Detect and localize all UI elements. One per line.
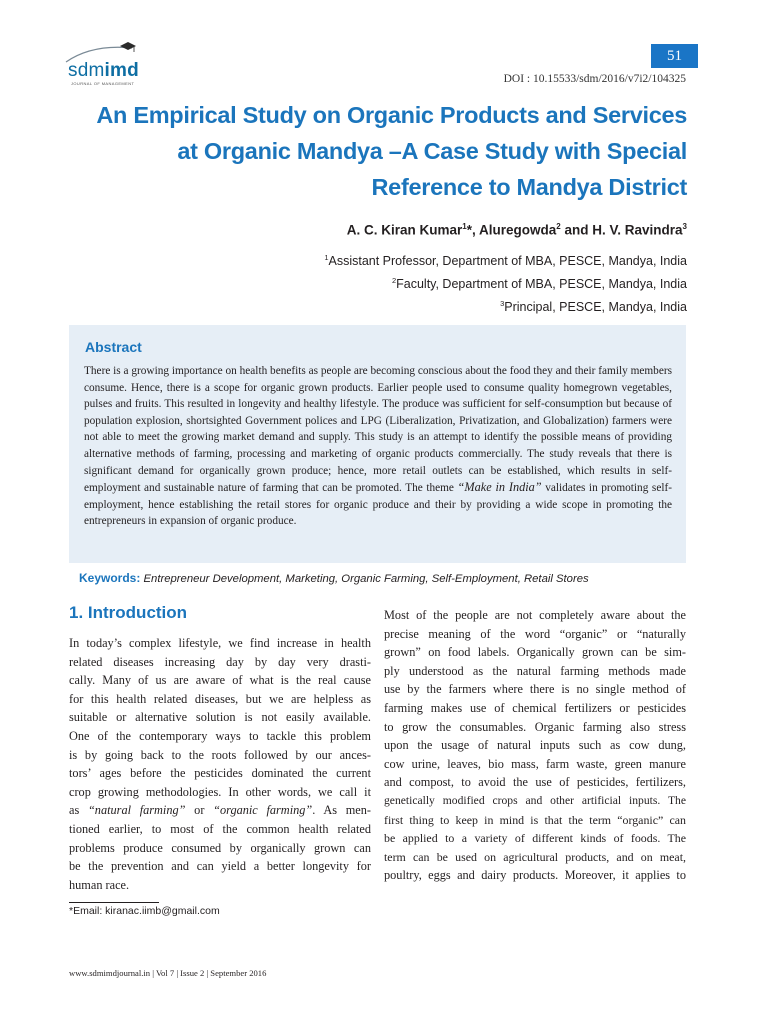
text-line: cally. Many of us are aware of what is the real cause: [69, 673, 371, 688]
affil-text: Assistant Professor, Department of MBA, PESCE, Mandya, India: [328, 254, 687, 269]
author-separator: and: [560, 222, 593, 238]
text-line: ply understood as the natural farming methods made: [384, 663, 686, 678]
text-line: and compost, to avoid the use of pesticides, fertilizers,: [384, 775, 686, 790]
emphasis-natural-farming: “natural farming”: [87, 803, 186, 818]
doi[interactable]: DOI : 10.15533/sdm/2016/v7i2/104325: [503, 73, 686, 85]
emphasis-organic-farming: “organic farming”: [213, 803, 313, 818]
keywords: [79, 571, 589, 585]
text-line: Most of the people are not completely aware about the: [384, 608, 686, 622]
title-line: Reference to Mandya District: [371, 174, 687, 200]
logo-text-light: sdm: [68, 60, 105, 81]
text-line: tors’ ages before the pesticides dominated the current: [69, 766, 371, 781]
author-affil-mark: 3: [682, 222, 687, 231]
text-line: cow urine, leaves, bio mass, farm waste, green manure: [384, 756, 686, 771]
text-fragment: or: [185, 803, 214, 818]
text-line: genetically modified crops and other artificial inputs. The: [384, 793, 686, 807]
affiliation: [324, 248, 687, 271]
author-affil-mark: 2: [556, 222, 561, 231]
text-line: problems produce consumed by organically grown can: [69, 840, 371, 855]
text-line: to grow the consumables. Organic farming also stress: [384, 719, 686, 734]
text-line: [69, 801, 371, 820]
abstract-box: [69, 325, 686, 563]
keywords-value: Entrepreneur Development, Marketing, Organic Farming, Self-Employment, Retail Stores: [143, 573, 589, 585]
affil-number: 3: [500, 299, 505, 309]
affiliation: [324, 271, 687, 294]
text-line: precise meaning of the word “organic” or “naturally: [384, 626, 686, 641]
logo-subtitle: JOURNAL OF MANAGEMENT: [71, 81, 135, 86]
text-fragment: . As men-: [312, 803, 371, 818]
author-list: [347, 222, 687, 238]
title-line: An Empirical Study on Organic Products and Services: [96, 102, 687, 128]
author-name: Aluregowda: [479, 222, 557, 238]
text-line: tioned earlier, to most of the common health related: [69, 821, 371, 836]
left-column: [69, 634, 371, 894]
text-line: poultry, eggs and dairy products. Moreover, it applies to: [384, 868, 686, 883]
affil-text: Faculty, Department of MBA, PESCE, Mandya, India: [396, 277, 687, 292]
abstract-text: validates in promoting self-employment, hence establishing the retail stores for organic produce and their by providing a wide scope in promoting the entrepreneurs in expansion of organic produce.: [84, 482, 672, 528]
affiliations: [324, 248, 687, 317]
journal-logo: [62, 42, 162, 88]
page-number-badge: 51: [651, 44, 698, 68]
text-line: be applied to a variety of different kinds of foods. The: [384, 831, 686, 846]
abstract-heading: Abstract: [85, 339, 142, 355]
corresponding-mark: *,: [466, 222, 480, 238]
page-footer: www.sdmimdjournal.in | Vol 7 | Issue 2 | September 2016: [69, 968, 267, 978]
affil-number: 2: [391, 276, 397, 286]
logo-wordmark: [68, 60, 139, 82]
text-line: human race.: [69, 877, 130, 892]
text-line: One of the contemporary ways to tackle this problem: [69, 728, 371, 743]
text-line: for this health related diseases, but we are helpless as: [69, 691, 371, 706]
right-column: [384, 606, 686, 885]
keywords-label: Keywords:: [79, 571, 141, 585]
logo-text-bold: imd: [104, 60, 139, 81]
section-heading: 1. Introduction: [69, 603, 188, 622]
text-line: suitable or alternative solution is not easily available.: [69, 710, 371, 725]
affiliation: [324, 294, 687, 317]
footnote-email[interactable]: *Email: kiranac.iimb@gmail.com: [69, 905, 220, 917]
text-fragment: as: [69, 803, 88, 818]
text-line: first thing to keep in mind is that the term “organic” can: [384, 812, 686, 827]
text-line: related diseases increasing day by day very drasti-: [69, 654, 371, 669]
title-line: at Organic Mandya –A Case Study with Special: [177, 138, 687, 164]
paper-title: [47, 97, 687, 205]
author-name: H. V. Ravindra: [592, 222, 683, 238]
text-line: is by going back to the roots followed by our ances-: [69, 747, 371, 762]
affil-number: 1: [324, 253, 329, 262]
abstract-text: There is a growing importance on health benefits as people are becoming conscious about the food they and their family members consume. Hence, there is a scope for organic grown products. Earlier people used to consume quality homegrown vegetables, pulses and fruits. This resulted in longevity and healthy lifestyle. The produce was sufficient for self-consumption but because of population explosion, shortsighted Government polices and LPG (Liberalization, Privatization, and Globalization) farmers were not able to meet the growing market demand and supply. This study is an attempt to identify the possible means of providing alternative methods of farming, processing and marketing of organic products commercially. The study reveals that there is significant demand for organically grown produce; hence, more retail outlets can be established, which results in self-employment and sustainable nature of farming that can be promoted. The theme: [84, 365, 672, 495]
affil-text: Principal, PESCE, Mandya, India: [504, 300, 687, 315]
text-line: In today’s complex lifestyle, we find increase in health: [69, 636, 371, 650]
text-line: grown” on food labels. Organically grown can be sim-: [384, 645, 686, 660]
text-line: farming makes use of chemical fertilizers or pesticides: [384, 700, 686, 715]
author-name: A. C. Kiran Kumar: [346, 222, 463, 238]
abstract-body: [84, 363, 672, 530]
text-line: use by the farmers where there is no single method of: [384, 682, 686, 697]
text-line: upon the usage of natural inputs such as cow dung,: [384, 738, 686, 753]
footnote-divider: [69, 902, 159, 903]
text-line: be the prevention and can yield a better longevity for: [69, 859, 371, 874]
text-line: term can be used on agricultural products, and on meat,: [384, 849, 686, 864]
abstract-emphasis: “Make in India”: [457, 480, 542, 495]
text-line: crop growing methodologies. In other words, we call it: [69, 784, 371, 799]
author-affil-mark: 1: [462, 222, 467, 231]
